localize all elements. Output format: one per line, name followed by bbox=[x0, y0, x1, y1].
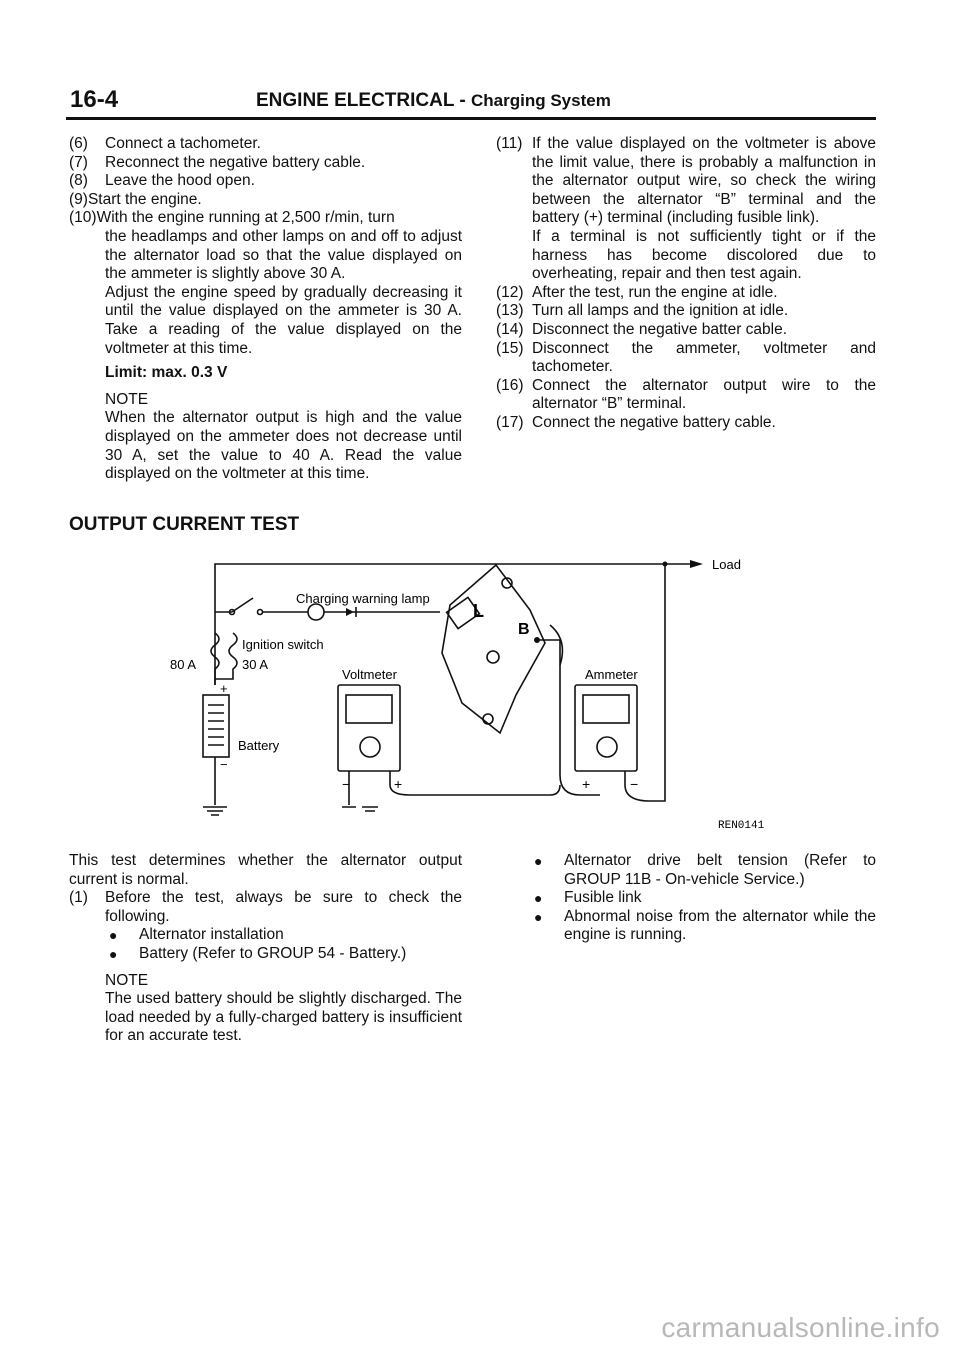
step-number: (12) bbox=[496, 283, 524, 301]
check-text: Abnormal noise from the alternator while the engine is running. bbox=[564, 907, 876, 944]
alternator-bolt-bottom bbox=[483, 714, 493, 724]
b-terminal-dot bbox=[534, 637, 540, 643]
label-voltmeter-plus: + bbox=[394, 776, 403, 792]
step-10-adjust: Adjust the engine speed by gradually decreasing it until the value displayed on the ammeter is 30 A. Take a reading of the value displayed on the voltmeter at this time. bbox=[105, 283, 462, 357]
step-text: If the value displayed on the voltmeter is above the limit value, there is probably a malfunction in the alternator output wire, so check the wiring between the alternator “B” terminal and the battery (+) terminal (including fusible link). bbox=[532, 135, 876, 227]
label-80a: 80 A bbox=[170, 657, 197, 672]
step-11 bbox=[496, 135, 876, 284]
page-number: 16-4 bbox=[70, 86, 119, 113]
step-text: Connect a tachometer. bbox=[105, 135, 261, 152]
step-number: (6) bbox=[69, 135, 88, 152]
step-number: (13) bbox=[496, 302, 524, 320]
bullet-icon: ● bbox=[109, 945, 118, 962]
step-number: (16) bbox=[496, 376, 524, 394]
label-battery-plus: + bbox=[220, 681, 228, 696]
load-arrow-head bbox=[690, 560, 703, 568]
note-text: When the alternator output is high and the value displayed on the ammeter does not decrease until 30 A, set the value to 40 A. Read the value displayed on the voltmeter at this time. bbox=[105, 409, 462, 483]
step-10-head bbox=[69, 209, 462, 228]
check-list bbox=[69, 926, 462, 1046]
step-number: (14) bbox=[496, 320, 524, 338]
ammeter-body bbox=[575, 685, 637, 771]
step-text: Disconnect the ammeter, voltmeter and tachometer. bbox=[532, 339, 876, 376]
heading-subtitle: Charging System bbox=[471, 91, 611, 110]
bullet-icon: ● bbox=[534, 890, 543, 907]
check-item bbox=[105, 945, 462, 964]
check-item bbox=[530, 889, 876, 908]
label-30a: 30 A bbox=[242, 657, 269, 672]
step-number: (17) bbox=[496, 413, 524, 431]
voltmeter-body bbox=[338, 685, 400, 771]
step-number: (11) bbox=[496, 135, 523, 152]
diode-arrow bbox=[346, 608, 354, 616]
wiring-diagram bbox=[120, 545, 820, 845]
voltmeter-dial bbox=[360, 737, 380, 757]
heading-title: ENGINE ELECTRICAL bbox=[256, 90, 455, 111]
label-ammeter: Ammeter bbox=[585, 667, 638, 682]
step-text: Connect the alternator output wire to the alternator “B” terminal. bbox=[532, 376, 876, 413]
ammeter-display bbox=[583, 695, 629, 723]
check-item bbox=[530, 852, 876, 889]
bottom-right-column bbox=[530, 852, 876, 945]
step-number: (15) bbox=[496, 339, 524, 357]
step-17 bbox=[496, 414, 876, 433]
alternator-pulley bbox=[487, 651, 499, 663]
bottom-left-column bbox=[69, 852, 462, 1046]
check-text: Alternator drive belt tension (Refer to GROUP 11B - On-vehicle Service.) bbox=[564, 852, 876, 888]
label-battery-minus: − bbox=[220, 757, 228, 772]
left-column bbox=[69, 135, 462, 484]
check-text: Battery (Refer to GROUP 54 - Battery.) bbox=[139, 944, 407, 962]
battery-cells bbox=[208, 705, 224, 745]
bullet-icon: ● bbox=[109, 927, 118, 944]
header-rule bbox=[66, 117, 876, 120]
step-6 bbox=[69, 135, 462, 154]
step-12 bbox=[496, 284, 876, 303]
label-voltmeter-minus: − bbox=[342, 776, 351, 792]
step-15 bbox=[496, 340, 876, 377]
note-label: NOTE bbox=[105, 971, 149, 989]
step-13 bbox=[496, 302, 876, 321]
step-text: Disconnect the negative batter cable. bbox=[532, 320, 788, 338]
step-text: Reconnect the negative battery cable. bbox=[105, 153, 366, 171]
switch-contact-2 bbox=[258, 610, 263, 615]
step-number: (8) bbox=[69, 172, 88, 190]
step-7 bbox=[69, 154, 462, 173]
step-number: (10) bbox=[69, 209, 97, 227]
label-terminal-l: L bbox=[473, 601, 484, 621]
ammeter-dial bbox=[597, 737, 617, 757]
note-text: The used battery should be slightly discharged. The load needed by a fully-charged battery is insufficient for an accurate test. bbox=[105, 990, 462, 1045]
step-number: (7) bbox=[69, 153, 88, 171]
voltmeter-positive-lead bbox=[390, 771, 560, 795]
watermark: carmanualsonline.info bbox=[661, 1312, 940, 1343]
load-junction bbox=[663, 562, 668, 567]
step-text: Before the test, always be sure to check the following. bbox=[105, 889, 462, 925]
switch-blade bbox=[232, 598, 253, 612]
voltmeter-display bbox=[346, 695, 392, 723]
test-intro: This test determines whether the alternator output current is normal. bbox=[69, 852, 462, 888]
step-14 bbox=[496, 321, 876, 340]
label-ammeter-minus: − bbox=[630, 776, 639, 792]
voltmeter-ground bbox=[362, 807, 378, 811]
check-item bbox=[105, 926, 462, 945]
step-text: Connect the negative battery cable. bbox=[532, 413, 776, 431]
label-charging-lamp: Charging warning lamp bbox=[296, 591, 430, 606]
check-item bbox=[530, 908, 876, 945]
label-ignition-switch: Ignition switch bbox=[242, 637, 324, 652]
right-column bbox=[496, 135, 876, 433]
alternator-body bbox=[442, 565, 545, 733]
check-text: Fusible link bbox=[564, 889, 642, 907]
bullet-icon: ● bbox=[534, 853, 543, 869]
note-label: NOTE bbox=[105, 390, 149, 408]
step-number: (1) bbox=[69, 889, 88, 907]
step-text: Turn all lamps and the ignition at idle. bbox=[532, 302, 789, 320]
step-text: With the engine running at 2,500 r/min, turn bbox=[96, 209, 395, 227]
heading-dash: - bbox=[454, 90, 471, 111]
step-8 bbox=[69, 172, 462, 191]
step-9: (9)Start the engine. bbox=[69, 190, 202, 208]
label-load: Load bbox=[712, 557, 741, 572]
section-title: OUTPUT CURRENT TEST bbox=[69, 514, 300, 535]
page-heading bbox=[256, 90, 611, 112]
label-voltmeter: Voltmeter bbox=[342, 667, 397, 682]
step-10-text: the headlamps and other lamps on and off to adjust the alternator load so that the value displayed on the ammeter is slightly above 30 A. bbox=[105, 227, 462, 283]
limit-value: Limit: max. 0.3 V bbox=[105, 364, 228, 382]
bullet-icon: ● bbox=[534, 908, 543, 925]
check-text: Alternator installation bbox=[139, 926, 284, 944]
step-text: After the test, run the engine at idle. bbox=[532, 283, 778, 301]
figure-code: REN0141 bbox=[718, 820, 765, 832]
label-ammeter-plus: + bbox=[582, 776, 591, 792]
ammeter-negative-lead bbox=[625, 564, 665, 801]
label-terminal-b: B bbox=[518, 621, 530, 638]
step-text-2: If a terminal is not sufficiently tight or if the harness has become discolored due to overheating, repair and then test again. bbox=[532, 227, 876, 283]
charging-lamp bbox=[308, 604, 324, 620]
label-battery: Battery bbox=[238, 738, 280, 753]
step-10-body bbox=[69, 228, 462, 484]
step-1 bbox=[69, 889, 462, 926]
step-text: Leave the hood open. bbox=[105, 172, 255, 190]
step-16 bbox=[496, 377, 876, 414]
